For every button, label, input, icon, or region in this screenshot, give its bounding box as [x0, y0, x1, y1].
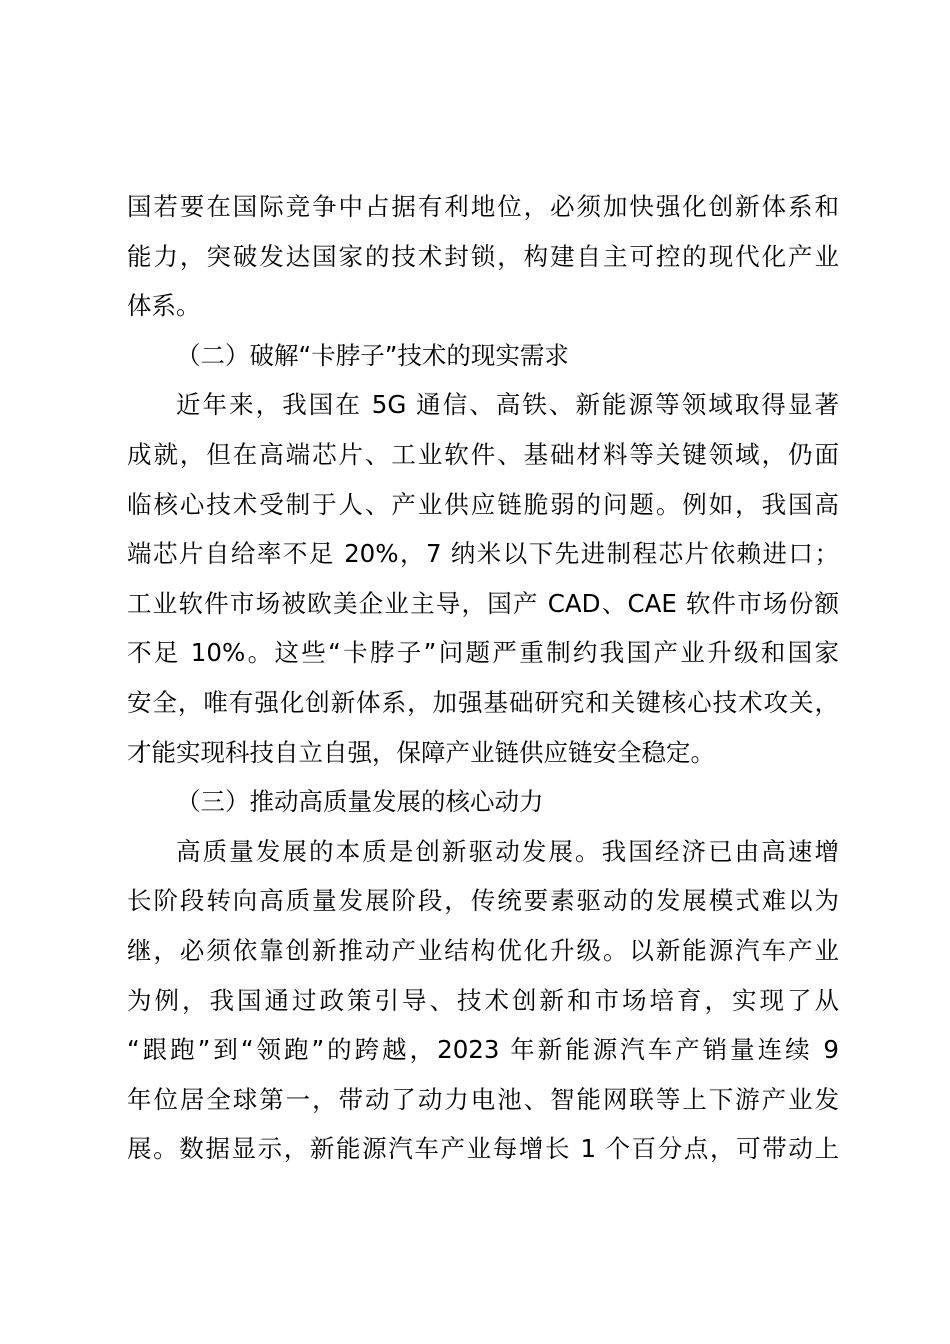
body-text: [127, 182, 839, 1174]
paragraph-line: 继，必须依靠创新推动产业结构优化升级。以新能源汽车产业: [127, 935, 839, 965]
paragraph-line: 近年来，我国在 5G 通信、高铁、新能源等领域取得显著: [176, 390, 839, 420]
paragraph-line: 工业软件市场被欧美企业主导，国产 CAD、CAE 软件市场份额: [127, 588, 839, 618]
paragraph-line: 才能实现科技自立自强，保障产业链供应链安全稳定。: [127, 737, 715, 767]
paragraph-line: 国若要在国际竞争中占据有利地位，必须加快强化创新体系和: [127, 192, 839, 221]
paragraph-line: 体系。: [127, 291, 201, 321]
paragraph-line: 安全，唯有强化创新体系，加强基础研究和关键核心技术攻关，: [127, 687, 839, 717]
section-heading: （三）推动高质量发展的核心动力: [176, 787, 544, 817]
section-heading: （二）破解“卡脖子”技术的现实需求: [176, 340, 569, 370]
paragraph-line: 临核心技术受制于人、产业供应链脆弱的问题。例如，我国高: [127, 489, 839, 519]
paragraph-line: 端芯片自给率不足 20%，7 纳米以下先进制程芯片依赖进口；: [127, 539, 839, 569]
paragraph-line: 年位居全球第一，带动了动力电池、智能网联等上下游产业发: [127, 1084, 839, 1114]
paragraph-line: 为例，我国通过政策引导、技术创新和市场培育，实现了从: [127, 985, 839, 1015]
paragraph-line: 高质量发展的本质是创新驱动发展。我国经济已由高速增: [176, 836, 839, 866]
paragraph-line: 展。数据显示，新能源汽车产业每增长 1 个百分点，可带动上: [127, 1134, 839, 1164]
paragraph-line: 不足 10%。这些“卡脖子”问题严重制约我国产业升级和国家: [127, 638, 839, 668]
paragraph-line: 长阶段转向高质量发展阶段，传统要素驱动的发展模式难以为: [127, 886, 839, 916]
paragraph-line: “跟跑”到“领跑”的跨越，2023 年新能源汽车产销量连续 9: [127, 1035, 839, 1065]
paragraph-line: 成就，但在高端芯片、工业软件、基础材料等关键领域，仍面: [127, 439, 839, 469]
paragraph-line: 能力，突破发达国家的技术封锁，构建自主可控的现代化产业: [127, 241, 839, 271]
